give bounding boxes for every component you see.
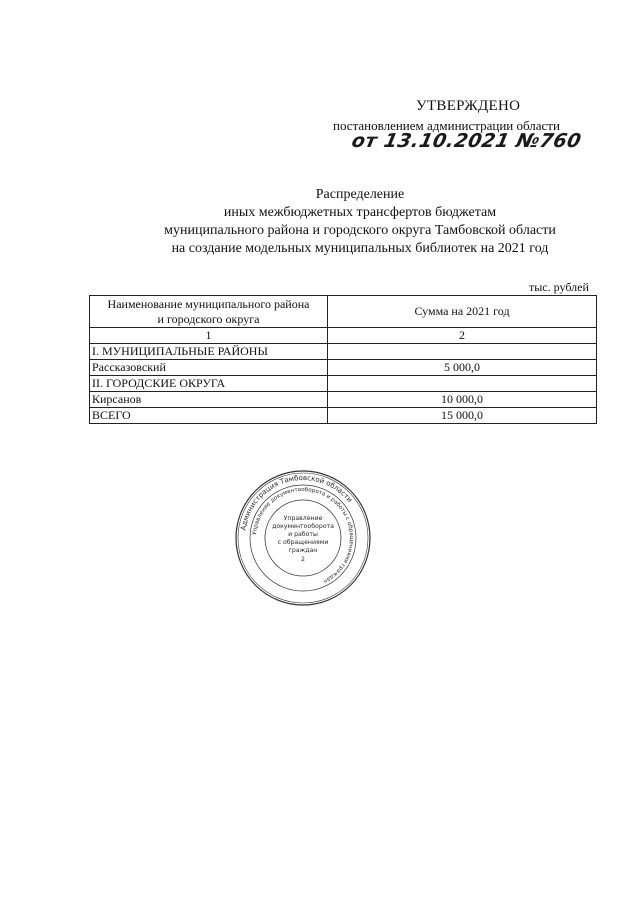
approved-label: УТВЕРЖДЕНО [416,98,521,114]
table-row [90,360,597,376]
title-line: на создание модельных муниципальных библиотек на 2021 год [171,241,549,256]
stamp-center-line: граждан [288,547,318,554]
title-line: Распределение [315,187,405,202]
row-name: ВСЕГО [90,408,328,424]
table-row [90,344,597,360]
row-amount: 15 000,0 [328,408,597,424]
index-cell: 2 [328,328,597,344]
row-name: Кирсанов [90,392,328,408]
row-name: Рассказовский [90,360,328,376]
title-line: муниципального района и городского округа Тамбовской области [164,223,556,238]
table-row [90,392,597,408]
approval-block [0,98,640,158]
header-amount: Сумма на 2021 год [328,296,597,328]
stamp-outer-ring-text: Администрация Тамбовской области [239,473,354,532]
stamp-number: 2 [301,556,305,563]
handwritten-date-number: от 13.10.2021 №760 [349,130,584,152]
title-line: иных межбюджетных трансфертов бюджетам [223,205,497,220]
table-header-row [90,296,597,328]
table-row [90,376,597,392]
table-index-row [90,328,597,344]
stamp-center-line: и работы [288,531,318,538]
table-row [90,408,597,424]
row-amount: 5 000,0 [328,360,597,376]
row-name: I. МУНИЦИПАЛЬНЫЕ РАЙОНЫ [90,344,328,360]
distribution-table [89,295,597,424]
units-label: тыс. рублей [529,280,589,294]
stamp-center-line: Управление [283,515,323,522]
official-stamp [233,468,373,608]
row-amount [328,344,597,360]
row-amount: 10 000,0 [328,392,597,408]
stamp-center-line: документооборота [272,523,334,530]
stamp-center-line: с обращениями [277,539,329,546]
stamp-middle-ring-text: Управление документооборота и работы с обращениями граждан [252,486,355,585]
document-title [100,186,620,258]
header-district-name: Наименование муниципального района и городского округа [90,296,328,328]
row-name: II. ГОРОДСКИЕ ОКРУГА [90,376,328,392]
index-cell: 1 [90,328,328,344]
row-amount [328,376,597,392]
approved-by-text: постановлением администрации области [333,118,560,133]
